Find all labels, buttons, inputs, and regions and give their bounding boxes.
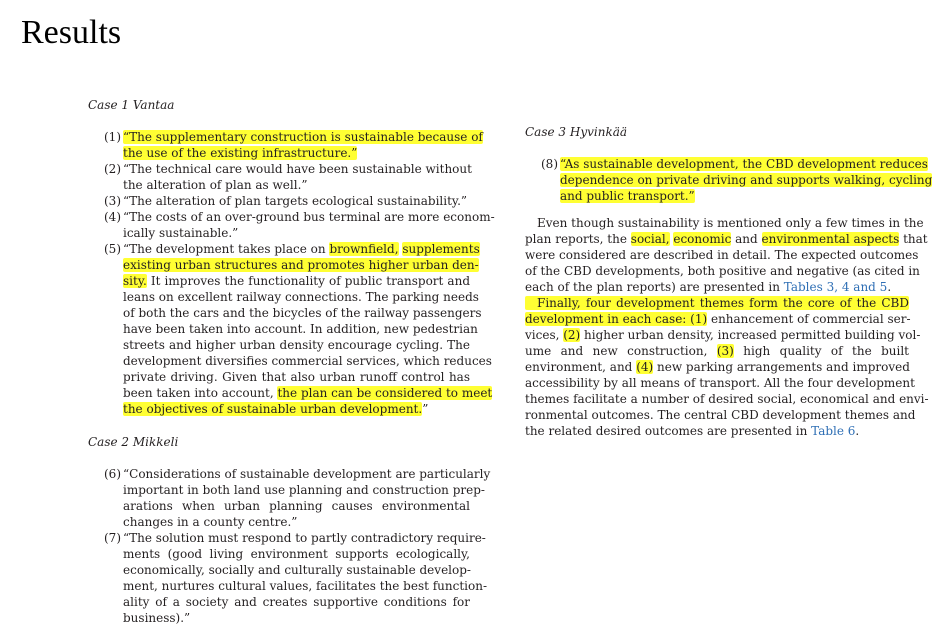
body-paragraph-2 <box>525 295 929 439</box>
text-line <box>123 369 470 385</box>
text-line <box>123 594 470 610</box>
text-line <box>123 129 483 145</box>
text-segment: “Considerations of sustainable development are particularly <box>123 467 491 481</box>
text-segment: . <box>855 424 860 438</box>
highlighted-text: “As sustainable development, the CBD development reduces <box>560 157 928 171</box>
text-segment: each of the plan reports) are presented in <box>525 280 784 294</box>
text-segment: ronmental outcomes. The central CBD development themes and <box>525 408 916 422</box>
text-segment: development diversifies commercial services, which reduces <box>123 354 492 368</box>
text-line <box>525 407 916 423</box>
text-segment: “The development takes place on <box>123 242 330 256</box>
case2-quote-list <box>88 466 491 626</box>
quote-number: (8) <box>541 157 558 171</box>
text-line <box>525 215 924 231</box>
text-segment: accessibility by all means of transport. All the four development <box>525 376 915 390</box>
body-paragraph-1 <box>525 215 928 295</box>
highlighted-text: the plan can be considered to meet <box>277 386 493 400</box>
text-segment: have been taken into account. In addition, new pedestrian <box>123 322 478 336</box>
quote-item <box>88 129 483 161</box>
text-line <box>123 257 479 273</box>
text-segment: arations when urban planning causes environmental <box>123 499 470 513</box>
text-segment: “The solution must respond to partly contradictory require- <box>123 531 486 545</box>
text-line <box>123 498 470 514</box>
text-segment: that <box>899 232 928 246</box>
text-line <box>123 401 470 417</box>
highlighted-text: (2) <box>563 328 581 342</box>
text-segment: business).” <box>123 611 191 625</box>
case1-quote-list <box>88 129 495 417</box>
text-segment: streets and higher urban density encourage cycling. The <box>123 338 470 352</box>
text-segment: ments (good living environment supports ecologically, <box>123 547 470 561</box>
text-segment: of the CBD developments, both positive and negative (as cited in <box>525 264 920 278</box>
text-segment: higher urban density, increased permitted building vol- <box>580 328 921 342</box>
text-line <box>525 327 921 343</box>
quote-item <box>88 530 488 626</box>
text-line <box>123 562 470 578</box>
text-segment: themes facilitate a number of desired social, economical and envi- <box>525 392 929 406</box>
text-segment: economically, socially and culturally sustainable develop- <box>123 563 471 577</box>
highlighted-text: (4) <box>636 360 654 374</box>
text-line <box>123 145 470 161</box>
text-segment: ” <box>422 402 429 416</box>
text-segment: the related desired outcomes are presented in <box>525 424 812 438</box>
text-segment: ume and new construction, <box>525 344 717 358</box>
highlighted-text: existing urban structures and promotes higher urban den- <box>123 258 479 272</box>
highlighted-text: the use of the existing infrastructure.” <box>123 146 358 160</box>
highlighted-text: brownfield, <box>329 242 399 256</box>
text-segment: ment, nurtures cultural values, facilitates the best function- <box>123 579 488 593</box>
text-line <box>560 188 909 204</box>
text-line <box>123 514 470 530</box>
text-line <box>123 385 493 401</box>
text-segment: private driving. Given that also urban runoff control has <box>123 370 470 384</box>
highlighted-text: economic <box>673 232 732 246</box>
quote-item <box>88 241 493 417</box>
text-segment: environment, and <box>525 360 637 374</box>
table-reference-link[interactable]: Tables 3, 4 and 5 <box>783 280 888 294</box>
text-segment: were considered are described in detail. The expected outcomes <box>525 248 919 262</box>
text-line <box>123 305 482 321</box>
text-line <box>525 375 915 391</box>
text-line <box>123 209 495 225</box>
text-line <box>123 273 470 289</box>
text-line <box>123 289 479 305</box>
quote-item <box>525 156 933 204</box>
text-segment: ality of a society and creates supportive conditions for <box>123 595 470 609</box>
text-segment: of both the cars and the bicycles of the railway passengers <box>123 306 482 320</box>
text-segment: important in both land use planning and construction prep- <box>123 483 485 497</box>
quote-item <box>88 209 495 241</box>
text-segment: “The costs of an over-ground bus terminal are more econom- <box>123 210 495 224</box>
text-line <box>123 241 480 257</box>
text-line <box>123 193 470 209</box>
highlighted-text: “The supplementary construction is sustainable because of <box>123 130 483 144</box>
case1-title: Case 1 Vantaa <box>88 98 175 112</box>
text-line <box>560 172 933 188</box>
text-segment: and <box>731 232 762 246</box>
quote-number: (3) <box>104 194 121 208</box>
quote-number: (1) <box>104 130 121 144</box>
highlighted-text: environmental aspects <box>761 232 900 246</box>
text-line <box>123 225 470 241</box>
case2-title: Case 2 Mikkeli <box>88 435 179 449</box>
quote-number: (4) <box>104 210 121 224</box>
text-segment: Even though sustainability is mentioned only a few times in the <box>525 216 924 230</box>
text-line <box>123 482 485 498</box>
highlighted-text: development in each case: (1) <box>525 312 708 326</box>
highlighted-text: (3) <box>716 344 734 358</box>
quote-number: (7) <box>104 531 121 545</box>
text-line <box>525 311 909 327</box>
text-line <box>123 546 470 562</box>
text-line <box>560 156 928 172</box>
text-line <box>123 466 491 482</box>
text-segment: been taken into account, <box>123 386 278 400</box>
highlighted-text: dependence on private driving and supports walking, cycling <box>560 173 933 187</box>
text-line <box>123 161 470 177</box>
highlighted-text: Finally, four development themes form the core of the CBD <box>525 296 909 310</box>
quote-item <box>88 466 491 530</box>
text-segment: high quality of the built <box>733 344 909 358</box>
text-segment: enhancement of commercial ser- <box>707 312 911 326</box>
text-segment: . <box>887 280 892 294</box>
page-title: Results <box>21 14 122 51</box>
quote-number: (5) <box>104 242 121 256</box>
highlighted-text: and public transport.” <box>560 189 695 203</box>
text-segment: “The alteration of plan targets ecological sustainability.” <box>123 194 468 208</box>
text-line <box>123 337 470 353</box>
text-segment: plan reports, the <box>525 232 631 246</box>
quote-number: (6) <box>104 467 121 481</box>
text-line <box>123 578 488 594</box>
quote-number: (2) <box>104 162 121 176</box>
text-line <box>123 610 470 626</box>
text-segment: leans on excellent railway connections. The parking needs <box>123 290 479 304</box>
text-segment: ically sustainable.” <box>123 226 239 240</box>
text-segment: changes in a county centre.” <box>123 515 298 529</box>
text-segment: vices, <box>525 328 564 342</box>
case3-title: Case 3 Hyvinkää <box>525 125 628 139</box>
highlighted-text: the objectives of sustainable urban development. <box>123 402 423 416</box>
text-line <box>525 343 909 359</box>
text-segment: the alteration of plan as well.” <box>123 178 308 192</box>
text-line <box>525 391 929 407</box>
text-line <box>525 247 919 263</box>
highlighted-text: social, <box>630 232 670 246</box>
text-line <box>525 295 909 311</box>
text-line <box>123 353 492 369</box>
text-line <box>525 263 920 279</box>
highlighted-text: sity. <box>123 274 147 288</box>
text-line <box>525 231 928 247</box>
case3-quote-list <box>525 156 933 204</box>
table-reference-link[interactable]: Table 6 <box>811 424 856 438</box>
text-line <box>525 423 909 439</box>
quote-item <box>88 161 470 193</box>
quote-item <box>88 193 470 209</box>
text-segment: new parking arrangements and improved <box>653 360 910 374</box>
text-segment: “The technical care would have been sustainable without <box>123 162 472 176</box>
highlighted-text: supplements <box>402 242 480 256</box>
text-segment: It improves the functionality of public transport and <box>146 274 470 288</box>
text-line <box>123 321 478 337</box>
text-line <box>123 530 486 546</box>
text-line <box>123 177 470 193</box>
text-line <box>525 359 909 375</box>
text-line <box>525 279 909 295</box>
